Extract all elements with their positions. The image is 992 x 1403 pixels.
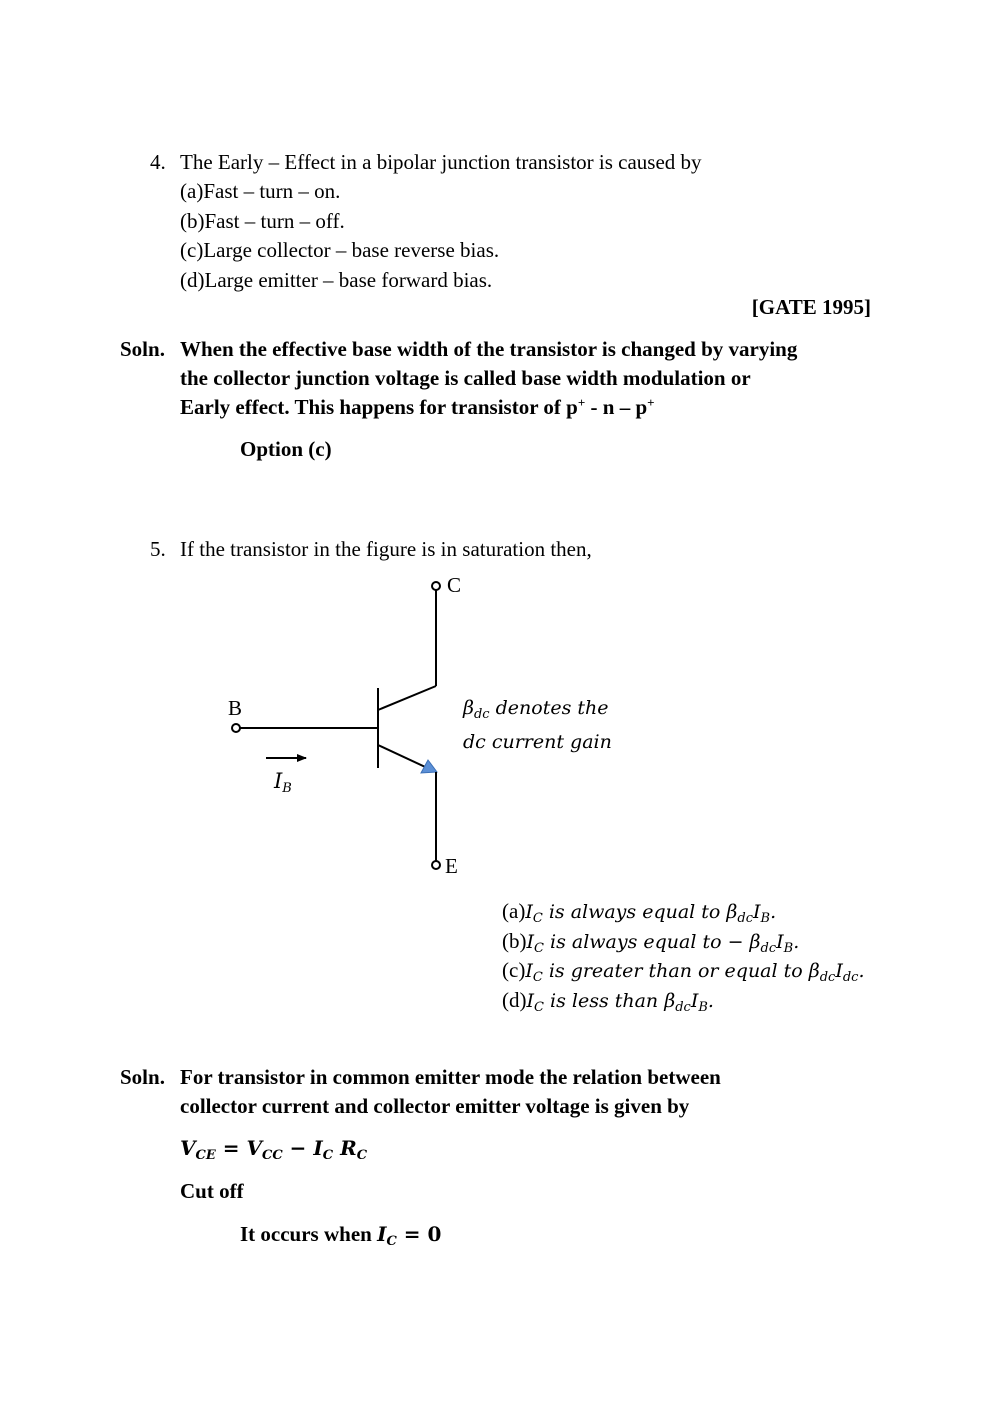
emitter-label: E: [445, 854, 458, 878]
q4-source-tag: [GATE 1995]: [751, 295, 871, 319]
q4-option-c: (c)Large collector – base reverse bias.: [180, 238, 500, 262]
figure-note-line-2: dc current gain: [463, 731, 612, 753]
q4-option-b: (b)Fast – turn – off.: [180, 208, 345, 233]
q4-answer: Option (c): [240, 437, 332, 461]
base-current-label: $I_B$: [274, 769, 292, 796]
q5-soln-line-1: For transistor in common emitter mode the relation between: [180, 1065, 721, 1089]
q5-options: [502, 897, 865, 1015]
q5-number: 5.: [150, 537, 166, 561]
q5-option-b: $(b)I_C$ is always equal to − $\beta_{dc}I_B$.: [502, 928, 800, 956]
q5-cutoff-text: It occurs when $I_C = 0$: [240, 1222, 442, 1249]
q5-option-c: $(c)I_C$ is greater than or equal to $\beta_{dc}I_{dc}$.: [502, 958, 865, 985]
q4-option-d: (d)Large emitter – base forward bias.: [180, 267, 493, 292]
base-terminal: [232, 724, 240, 732]
q4-soln-line-3: Early effect. This happens for transistor of p+ - n – p+: [180, 395, 655, 419]
q4-question: The Early – Effect in a bipolar junction transistor is caused by: [180, 150, 702, 174]
figure-note-line-1: $\beta_{dc}$ denotes the: [463, 697, 609, 722]
q5-option-d: $(d)I_C$ is less than $\beta_{dc}I_B$.: [502, 987, 714, 1015]
q4-soln-label: Soln.: [120, 337, 165, 361]
collector-diagonal: [378, 686, 436, 710]
q5-option-a: $(a)I_C$ is always equal to $\beta_{dc}I_B$.: [502, 899, 777, 926]
q5-soln-label: Soln.: [120, 1065, 165, 1089]
q5-equation: $V_{CE} = V_{CC} - I_C$ $R_C$: [180, 1136, 368, 1163]
q5-question: If the transistor in the figure is in saturation then,: [180, 537, 592, 561]
q5-soln-line-2: collector current and collector emitter voltage is given by: [180, 1094, 690, 1118]
collector-label: C: [447, 573, 462, 597]
base-label: B: [228, 696, 243, 720]
collector-terminal: [432, 582, 440, 590]
q4-soln-line-2: the collector junction voltage is called base width modulation or: [180, 366, 751, 390]
q4-soln-line-1: When the effective base width of the transistor is changed by varying: [180, 337, 798, 361]
q4-option-a: (a)Fast – turn – on.: [180, 179, 341, 203]
q5-cutoff-heading: Cut off: [180, 1179, 244, 1203]
emitter-terminal: [432, 861, 440, 869]
q4-number: 4.: [150, 150, 166, 174]
